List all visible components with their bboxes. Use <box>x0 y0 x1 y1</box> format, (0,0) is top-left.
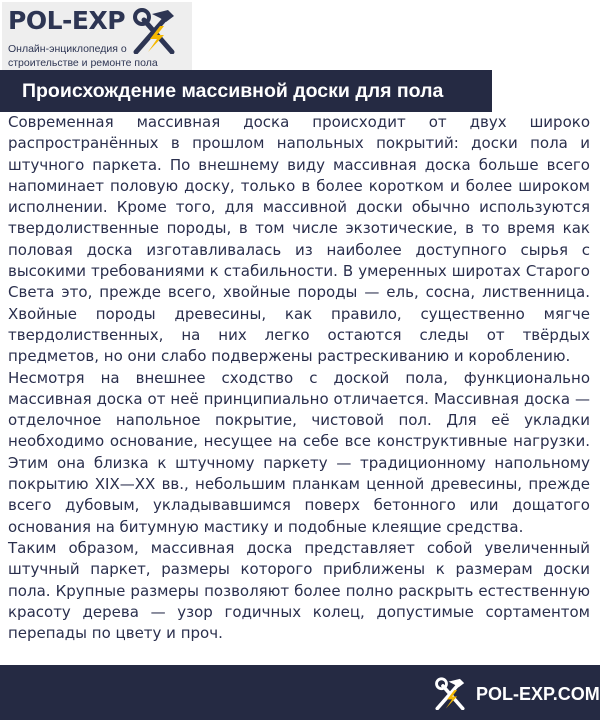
footer-site-link[interactable]: POL-EXP.COM <box>476 684 600 704</box>
page-title: Происхождение массивной доски для пола <box>22 80 444 102</box>
title-bar <box>0 70 492 112</box>
footer-logo-icon <box>425 676 475 710</box>
article-body <box>0 112 600 665</box>
article-paragraph: Таким образом, массивная доска представляет собой увеличенный штучный паркет, размеры которого приближены к размерам доски пола. Крупные размеры позволяют более полно раскрыть естественную красоту дерева — узор годичных колец, допустимые сортаментом перепады по цвету и проч. <box>8 538 590 643</box>
logo-tagline: Онлайн-энциклопедия о строительстве и ремонте пола <box>8 43 158 69</box>
article-paragraph: Современная массивная доска происходит от двух широко распространённых в прошлом напольных покрытий: доски пола и штучного паркета. По внешнему виду массивная доска больше всего напоминает половую доску, только в более коротком и более широком исполнении. Кроме того, для массивной доски обычно используются твердолиственные породы, в том числе экзотические, в то время как половая доска изготавливалась из наиболее доступного сырья с высокими требованиями к стабильности. В умеренных широтах Старого Света это, прежде всего, хвойные породы — ель, сосна, лиственница. Хвойные породы древесины, как правило, существенно мягче твердолиственных, на них легко остаются следы от твёрдых предметов, но они слабо подвержены растрескиванию и короблению. <box>8 113 590 366</box>
logo-title: POL-EXP <box>8 6 126 35</box>
article-paragraph: Несмотря на внешнее сходство с доской пола, функционально массивная доска от неё принципиально отличается. Массивная доска — отделочное напольное покрытие, чистовой пол. Для её укладки необходимо основание, несущее на себе все конструктивные нагрузки. Этим она близка к штучному паркету — традиционному напольному покрытию XIX—XX вв., небольшим планкам ценной древесины, прежде всего дубовым, укладывавшимся поверх бетонного или дощатого основания на битумную мастику и подобные клеящие средства. <box>8 368 590 536</box>
site-logo[interactable] <box>2 2 192 78</box>
